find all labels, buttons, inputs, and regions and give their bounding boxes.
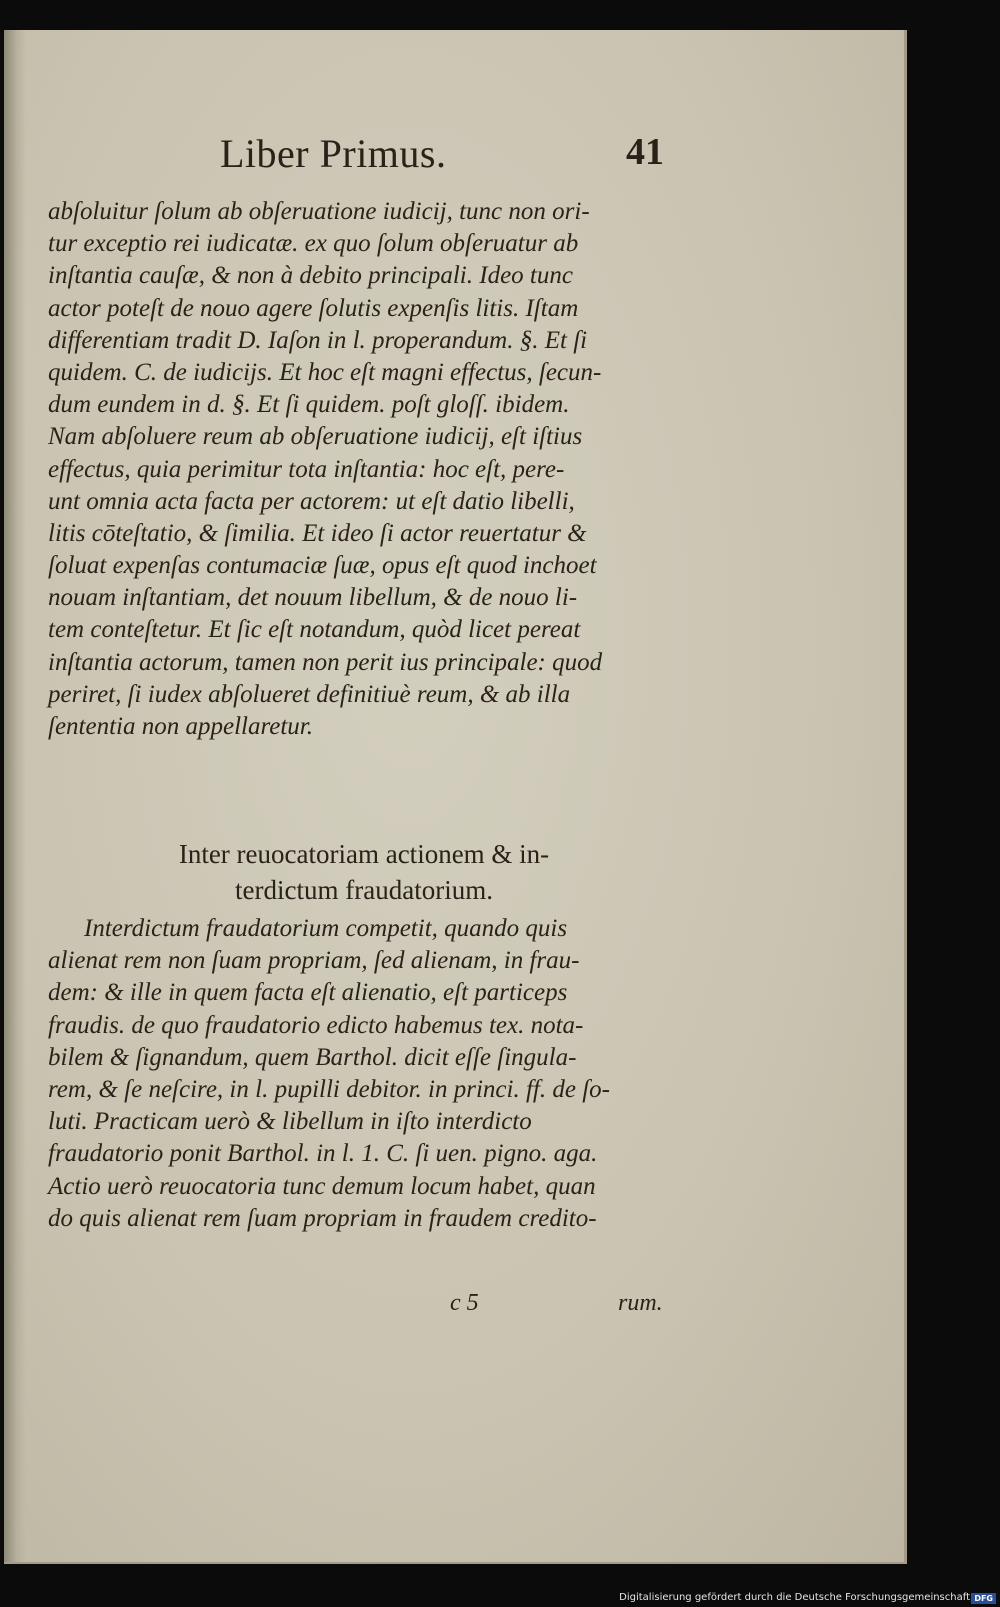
folio-number: 41 (626, 131, 664, 173)
text-line: unt omnia acta facta per actorem: ut eſt datio libelli, (48, 487, 575, 515)
running-title: Liber Primus. (220, 131, 447, 176)
dfg-logo: DFG (971, 1593, 996, 1604)
page-header (4, 130, 904, 190)
text-line: quidem. C. de iudicijs. Et hoc eſt magni effectus, ſecun- (48, 358, 602, 386)
text-line: dum eundem in d. §. Et ſi quidem. poſt gloſſ. ibidem. (48, 391, 570, 419)
text-line: actor poteſt de nouo agere ſolutis expenſis litis. Iſtam (48, 294, 579, 322)
signature-mark: c 5 (450, 1290, 479, 1316)
text-line: fraudatorio ponit Barthol. in l. 1. C. ſi uen. pigno. aga. (48, 1140, 598, 1168)
text-line: Interdictum fraudatorium competit, quando quis (84, 915, 568, 942)
paragraph-1 (48, 196, 676, 743)
text-line: inſtantia cauſæ, & non à debito principali. Ideo tunc (48, 262, 573, 290)
text-line: tem conteſtetur. Et ſic eſt notandum, quòd licet pereat (48, 616, 581, 644)
text-line: alienat rem non ſuam propriam, ſed alienam, in frau- (48, 947, 580, 975)
text-line: litis cōteſtatio, & ſimilia. Et ideo ſi actor reuertatur & (48, 519, 587, 547)
text-line: Actio uerò reuocatoria tunc demum locum habet, quan (48, 1172, 596, 1200)
text-line: ſoluat expenſas contumaciæ ſuæ, opus eſt quod inchoet (48, 552, 597, 580)
text-line: ſententia non appellaretur. (48, 713, 314, 740)
text-line: abſoluitur ſolum ab obſeruatione iudicij, tunc non ori- (48, 198, 590, 225)
digitization-credit: Digitalisierung gefördert durch die Deutsche Forschungsgemeinschaft (619, 1592, 970, 1603)
paragraph-2 (48, 913, 676, 1235)
text-line: fraudis. de quo fraudatorio edicto habemus tex. nota- (48, 1011, 584, 1039)
text-line: inſtantia actorum, tamen non perit ius principale: quod (48, 648, 603, 676)
text-line: Nam abſoluere reum ab obſeruatione iudicij, eſt iſtius (48, 423, 583, 451)
text-line: do quis alienat rem ſuam propriam in fraudem credito- (48, 1204, 597, 1232)
heading-line: terdictum fraudatorium. (235, 875, 493, 905)
text-line: differentiam tradit D. Iaſon in l. properandum. §. Et ſi (48, 326, 588, 354)
page-gutter-shadow (4, 30, 26, 1562)
text-line: luti. Practicam uerò & libellum in iſto interdicto (48, 1108, 532, 1136)
text-line: bilem & ſignandum, quem Barthol. dicit eſſe ſingula- (48, 1043, 577, 1071)
text-line: periret, ſi iudex abſolueret definitiuè reum, & ab illa (48, 680, 571, 708)
catchword: rum. (618, 1290, 663, 1316)
page-footer (4, 1290, 904, 1324)
text-line: tur exceptio rei iudicatæ. ex quo ſolum obſeruatur ab (48, 230, 579, 258)
text-line: nouam inſtantiam, det nouum libellum, & de nouo li- (48, 584, 578, 612)
text-line: dem: & ille in quem facta eſt alienatio, eſt particeps (48, 979, 568, 1007)
text-line: rem, & ſe neſcire, in l. pupilli debitor. in princi. ff. de ſo- (48, 1075, 610, 1103)
book-page (4, 30, 907, 1564)
section-heading (64, 836, 664, 908)
heading-line: Inter reuocatoriam actionem & in- (178, 839, 550, 869)
text-line: effectus, quia perimitur tota inſtantia: hoc eſt, pere- (48, 455, 565, 483)
